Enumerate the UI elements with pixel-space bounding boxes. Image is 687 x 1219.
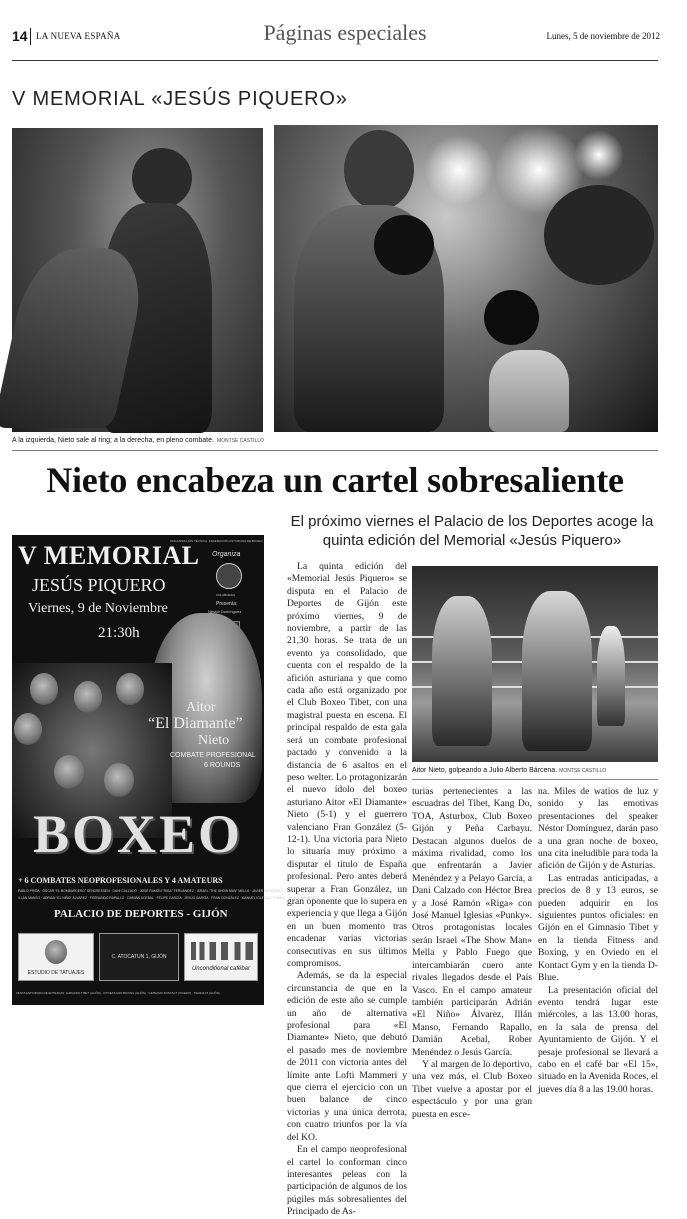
poster-venue: PALACIO DE DEPORTES - GIJÓN: [54, 908, 228, 920]
article-paragraph: En el campo neoprofesional el cartel lo conforman cinco interesantes peleas con la participación de algunos de los púgiles más sobresalientes del Principado de As-: [287, 1144, 407, 1218]
poster-presenter: Néstor Domínguez: [208, 609, 242, 614]
poster-title: V MEMORIAL: [18, 541, 200, 570]
poster-fighter-list: PABLO PRIDA · ÓSCAR “EL BOMBARDERO” SENDRESSEN · DANI CALZADO · JOSÉ RAMÓN “RIGA” FERNÁNDEZ · ISRAEL “THE SHOW MAN” MELLA · JAVIER MENÉNDEZ: [18, 889, 283, 893]
article-paragraph: Las entradas anticipadas, a precios de 8 y 13 euros, se pueden adquirir en los siguientes puntos oficiales: en Gijón en el Gimnasio Tibet y en la tienda Fitness and Boxing, y en Oviedo en el Kontact Gym y en la tienda D-Blue.: [538, 872, 658, 984]
poster-date: Viernes, 9 de Noviembre: [28, 601, 168, 616]
photo-credit: MONTSE CASTILLO: [216, 438, 264, 444]
sponsor-label: C. ATOCATUN 1, GIJÓN: [111, 954, 167, 960]
headline: Nieto encabeza un cartel sobresaliente: [46, 460, 624, 500]
article-paragraph: Además, se da la especial circunstancia de que en la edición de este año se cumple un año de alternativa profesional para «El Diamante» Nieto, que debutó el pasado mes de noviembre de 2011 con victoria antes del límite ante Lofti Mammeri y que cierra el ejercicio con un buen balance de cinco victorias y una única derrota, con cuatro triunfos por la vía del KO.: [287, 970, 407, 1143]
poster-undercard: + 6 COMBATES NEOPROFESIONALES Y 4 AMATEURS: [18, 876, 223, 885]
article-column-1: [287, 561, 407, 1218]
sponsor-ad: [99, 933, 179, 981]
section-title: Páginas especiales: [263, 20, 427, 45]
sponsor-ad: [18, 933, 94, 981]
section-kicker: V MEMORIAL «JESÚS PIQUERO»: [12, 88, 348, 110]
sponsor-ad: [184, 933, 258, 981]
sponsor-label: ESTUDIO DE TATUAJES: [27, 970, 85, 976]
newspaper-name: LA NUEVA ESPAÑA: [36, 31, 121, 41]
photo-caption: [12, 437, 492, 444]
photo-caption-text: A la izquierda, Nieto sale al ring; a la derecha, en pleno combate.: [12, 437, 214, 444]
poster-presenta-label: Presenta:: [216, 601, 238, 607]
subheadline: El próximo viernes el Palacio de los Deportes acoge la quinta edición del Memorial «Jesús Piquero»: [290, 513, 654, 549]
poster-organiza-label: Organiza: [212, 551, 241, 558]
ring-fight-photo: [412, 566, 658, 762]
caption-rule: [412, 779, 658, 780]
boxer-entrance-photo: [12, 128, 263, 432]
poster-fighter-first-name: Aitor: [186, 700, 216, 715]
poster-technical-org: ORGANIZACIÓN TÉCNICA: FEDERACIÓN ASTURIANA DE BOXEO: [170, 539, 263, 543]
poster-bout-rounds: 6 ROUNDS: [204, 762, 241, 769]
poster-time: 21:30h: [98, 625, 140, 641]
ring-photo-caption: [412, 767, 658, 774]
poster-fighter-nickname: “El Diamante”: [148, 715, 243, 732]
event-poster: [12, 535, 320, 1005]
article-paragraph: Y al margen de lo deportivo, una vez más, el Club Boxeo Tibet vuelve a apostar por el espectáculo y por una gran puesta en esce-: [412, 1058, 532, 1120]
article-column-2: [412, 786, 532, 1120]
page-number: 14: [12, 28, 28, 44]
club-crest-icon: [216, 563, 242, 589]
ring-photo-caption-text: Aitor Nieto, golpeando a Julio Alberto Bárcena.: [412, 767, 558, 774]
poster-ticket-info: VENTA ANTICIPADA DE ENTRADAS: GIMNASIO TIBET (GIJÓN) · FITNESS AND BOXING (GIJÓN) · GIMNASIO KONTACT (OVIEDO) · TIENDA 15 (GIJÓN): [16, 991, 220, 995]
sponsor-label: Unconditional cafébar: [191, 966, 251, 972]
header-divider: [30, 28, 31, 45]
article-paragraph: La quinta edición del «Memorial Jesús Piquero» se disputa en el Palacio de Deportes de Gijón este próximo viernes, 9 de noviembre, a partir de las 21,30 horas. Se trata de un evento ya consolidado, que cuenta con el respaldo de la afición asturiana y que como cada año está organizado por el Club Boxeo Tibet, con una magistral puesta en escena. El principal respaldo de esta gala será un combate profesional pactado y convenido a la distancia de 6 asaltos en el peso welter. Lo protagonizarán el nuevo ídolo del boxeo asturiano Aitor «El Diamante» Nieto (5-1) y el guerrero valenciano Fran González (5-12-1). Una victoria para Nieto lo situaría muy próximo a disputar el título de España profesional. Pero antes deberá superar a Fran González, un gran oponente que lo supera en experiencia y que llega a Gijón en un buen momento tras encadenar varias victorias consecutivas en sus últimos compromisos.: [287, 561, 407, 969]
poster-fighter-last-name: Nieto: [198, 733, 230, 748]
caption-rule: [12, 450, 658, 451]
poster-fighter-list: ILLÁN MANSO · ADRIÁN “EL NIÑO” ÁLVAREZ · FERNANDO RAPALLO · DAMIÁN ACEBAL · FELIPE GARCÍA · JESÚS GARCÍA · FRAN GONZÁLEZ · MANUEL IGLESIAS “PUNKY” · JORGE MENÉNDEZ: [18, 896, 320, 900]
skyline-icon: [191, 942, 253, 960]
boxing-match-photo: [274, 125, 658, 432]
article-paragraph: na. Miles de watios de luz y sonido y las emotivas presentaciones del speaker Néstor Domínguez, darán paso a una gran noche de boxeo, una cita ineludible para toda la afición de Gijón y de Asturias.: [538, 786, 658, 872]
article-paragraph: turias pertenecientes a las escuadras del Tibet, Kang Do, TOA, Asturbox, Club Boxeo Gijón y Peña Carbayu. Destacan algunos duelos de máxima rivalidad, como los que enfrentarán a Javier Menéndez y a Pelayo García, a Dani Calzado con Héctor Brea y a José Ramón «Riga» con José Manuel Iglesias «Punky». Otros protagonistas locales serán Israel «The Show Man» Mella y Pablo Fuego que intercambiarán cuero ante rivales llegados desde el País Vasco. En el campo amateur también participarán Adrián «El Niño» Álvarez, Illán Manso, Fernando Rapallo, Damián Acebal, Rober Menéndez o Jesús García.: [412, 786, 532, 1058]
ring-photo-credit: MONTSE CASTILLO: [559, 768, 607, 774]
article-column-3: [538, 786, 658, 1095]
header-rule: [12, 60, 658, 61]
poster-bout-type: COMBATE PROFESIONAL: [170, 752, 256, 759]
article-paragraph: La presentación oficial del evento tendrá lugar este miércoles, a las 13.00 horas, en la sala de prensa del Ayuntamiento de Gijón. Y el pesaje profesional se llevará a cabo en el café bar «El 15», situado en la Avenida Roces, el jueves día 8 a las 19.00 horas.: [538, 984, 658, 1095]
poster-boxeo-title: BOXEO: [32, 804, 244, 864]
issue-date: Lunes, 5 de noviembre de 2012: [546, 31, 660, 41]
poster-colabora-label: COLABORAN: [216, 593, 235, 597]
poster-memorial-name: JESÚS PIQUERO: [32, 575, 166, 595]
